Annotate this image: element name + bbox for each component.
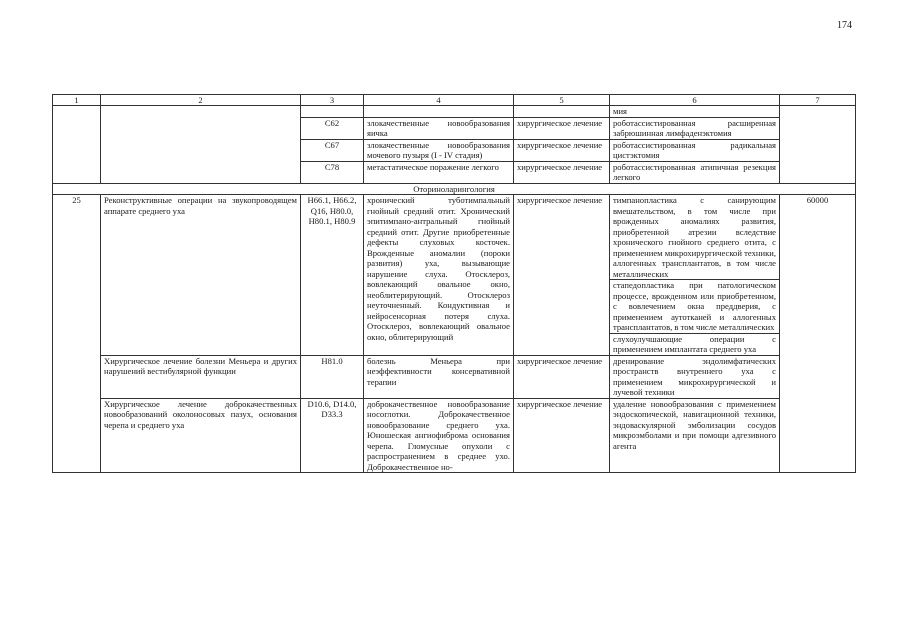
column-number: 7 [780, 95, 856, 106]
icd-codes-cell: C62 [301, 117, 364, 139]
icd-codes-cell: C78 [301, 161, 364, 183]
method-cell: тимпанопластика с санирующим вмешательством, в том числе при врожденных аномалиях развития, приобретенной атрезии вследствие хронического гнойного среднего отита, с применением микрохирургической техники, аллогенных трансплантатов, в том числе металлических [610, 195, 780, 280]
method-cell: роботассистированная атипичная резекция легкого [610, 161, 780, 183]
disease-cell: метастатическое поражение легкого [364, 161, 514, 183]
column-number: 1 [53, 95, 101, 106]
table-row [53, 398, 856, 473]
group-number-cell [53, 106, 101, 184]
icd-codes-cell: H81.0 [301, 355, 364, 398]
page-number: 174 [837, 20, 852, 31]
price-cell [780, 106, 856, 184]
column-number: 6 [610, 95, 780, 106]
procedure-name-cell [101, 106, 301, 184]
table-row [53, 355, 856, 398]
procedure-name-cell: Реконструктивные операции на звукопроводящем аппарате среднего уха [101, 195, 301, 356]
column-numbers-row [53, 95, 856, 106]
method-cell: дренирование эндолимфатических пространств внутреннего уха с применением микрохирургической и лучевой техники [610, 355, 780, 398]
table-row [53, 195, 856, 280]
method-cell: роботассистированная радикальная цистэктомия [610, 139, 780, 161]
treatment-cell [514, 106, 610, 118]
method-cell: удаление новообразования с применением эндоскопической, навигационной техники, эндоваскулярной эмболизации сосудов микроэмболами и при помощи адгезивного агента [610, 398, 780, 473]
section-title: Оториноларингология [53, 183, 856, 195]
procedure-name-cell: Хирургическое лечение болезни Меньера и других нарушений вестибулярной функции [101, 355, 301, 398]
treatment-cell: хирургическое лечение [514, 355, 610, 398]
method-cell: роботассистированная расширенная забрюшинная лимфаденэктомия [610, 117, 780, 139]
treatment-cell: хирургическое лечение [514, 398, 610, 473]
procedure-name-cell: Хирургическое лечение доброкачественных новообразований околоносовых пазух, основания черепа и среднего уха [101, 398, 301, 473]
column-number: 2 [101, 95, 301, 106]
disease-cell [364, 106, 514, 118]
treatment-cell: хирургическое лечение [514, 161, 610, 183]
disease-cell: болезнь Меньера при неэффективности консервативной терапии [364, 355, 514, 398]
column-number: 5 [514, 95, 610, 106]
group-number-cell: 25 [53, 195, 101, 473]
icd-codes-cell: D10.6, D14.0, D33.3 [301, 398, 364, 473]
icd-codes-cell: H66.1, H66.2, Q16, H80.0, H80.1, H80.9 [301, 195, 364, 356]
section-row [53, 183, 856, 195]
method-cell: мия [610, 106, 780, 118]
treatment-cell: хирургическое лечение [514, 195, 610, 356]
disease-cell: злокачественные новообразования яичка [364, 117, 514, 139]
method-cell: слухоулучшающие операции с применением имплантата среднего уха [610, 333, 780, 355]
icd-codes-cell [301, 106, 364, 118]
method-cell: стапедопластика при патологическом процессе, врожденном или приобретенном, с вовлечением окна преддверия, с применением аутотканей и аллогенных трансплантатов, в том числе металлических [610, 280, 780, 334]
disease-cell: доброкачественное новообразование носоглотки. Доброкачественное новообразование среднего уха. Юношеская ангиофиброма основания черепа. Гломусные опухоли с распространением в среднее ухо. Доброкачественное но- [364, 398, 514, 473]
treatment-cell: хирургическое лечение [514, 139, 610, 161]
column-number: 4 [364, 95, 514, 106]
price-cell: 60000 [780, 195, 856, 473]
medical-procedures-table [52, 94, 856, 473]
column-number: 3 [301, 95, 364, 106]
disease-cell: хронический туботимпальный гнойный средний отит. Хронический эпитимпано-антральный гнойный средний отит. Другие приобретенные дефекты слуховых косточек. Врожденные аномалии (пороки развития) уха, вызывающие нарушение слуха. Отосклероз, вовлекающий овальное окно, необлитерирующий. Отосклероз неуточненный. Кондуктивная и нейросенсорная потеря слуха. Отосклероз, вовлекающий овальное окно, облитерирующий [364, 195, 514, 356]
treatment-cell: хирургическое лечение [514, 117, 610, 139]
disease-cell: злокачественные новообразования мочевого пузыря (I - IV стадия) [364, 139, 514, 161]
table-row [53, 106, 856, 118]
icd-codes-cell: C67 [301, 139, 364, 161]
